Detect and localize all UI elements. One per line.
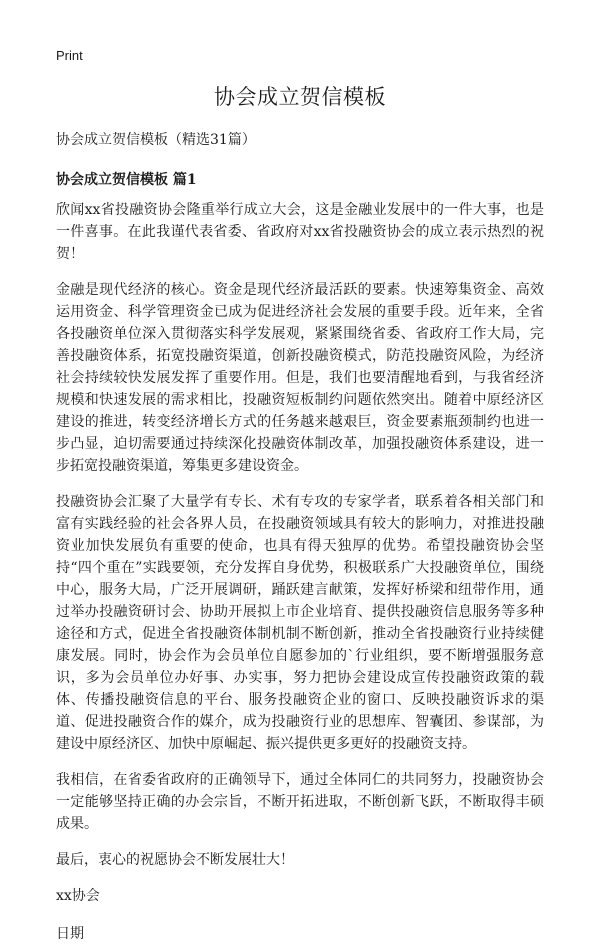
paragraph-5: 最后，衷心的祝愿协会不断发展壮大！ <box>56 852 294 868</box>
section-title: 协会成立贺信模板 篇1 <box>56 172 197 188</box>
paragraph-2: 金融是现代经济的核心。资金是现代经济最活跃的要素。快速筹集资金、高效运用资金、科学管理资金已成为促进经济社会发展的重要手段。近年来，全省各投融资单位深入贯彻落实科学发展观，紧紧围绕省委、省政府工作大局，完善投融资体系，拓宽投融资渠道，创新投融资模式，防范投融资风险，为经济社会持续较快发展发挥了重要作用。但是，我们也要清醒地看到，与我省经济规模和快速发展的需求相比，投融资短板制约问题依然突出。随着中原经济区建设的推进，转变经济增长方式的任务越来越艰巨，资金要素瓶颈制约也进一步凸显，迫切需要通过持续深化投融资体制改革，加强投融资体系建设，进一步拓宽投融资渠道，筹集更多建设资金。 <box>56 282 544 474</box>
paragraph-3: 投融资协会汇聚了大量学有专长、术有专攻的专家学者，联系着各相关部门和富有实践经验的社会各界人员，在投融资领域具有较大的影响力，对推进投融资业加快发展负有重要的使命，也具有得天独厚的优势。希望投融资协会坚持“四个重在”实践要领，充分发挥自身优势，积极联系广大投融资单位，围绕中心，服务大局，广泛开展调研，踊跃建言献策，发挥好桥梁和纽带作用，通过举办投融资研讨会、协助开展拟上市企业培育、提供投融资信息服务等多种途径和方式，促进全省投融资体制机制不断创新，推动全省投融资行业持续健康发展。同时，协会作为会员单位自愿参加的`行业组织，要不断增强服务意识，多为会员单位办好事、办实事，努力把协会建设成宣传投融资政策的载体、传播投融资信息的平台、服务投融资企业的窗口、反映投融资诉求的渠道、促进投融资合作的媒介，成为投融资行业的思想库、智囊团、参谋部，为建设中原经济区、加快中原崛起、振兴提供更多更好的投融资支持。 <box>56 494 544 752</box>
paragraph-4: 我相信，在省委省政府的正确领导下，通过全体同仁的共同努力，投融资协会一定能够坚持正确的办会宗旨，不断开拓进取，不断创新飞跃，不断取得丰硕成果。 <box>56 772 544 832</box>
paragraph-1: 欣闻xx省投融资协会隆重举行成立大会，这是金融业发展中的一件大事，也是一件喜事。在此我谨代表省委、省政府对xx省投融资协会的成立表示热烈的祝贺！ <box>56 202 544 262</box>
signature: xx协会 <box>56 888 100 904</box>
date-label: 日期 <box>56 926 84 942</box>
print-label[interactable]: Print <box>56 48 83 63</box>
document-title: 协会成立贺信模板 <box>214 85 386 109</box>
document-subtitle: 协会成立贺信模板（精选31篇） <box>56 132 256 148</box>
